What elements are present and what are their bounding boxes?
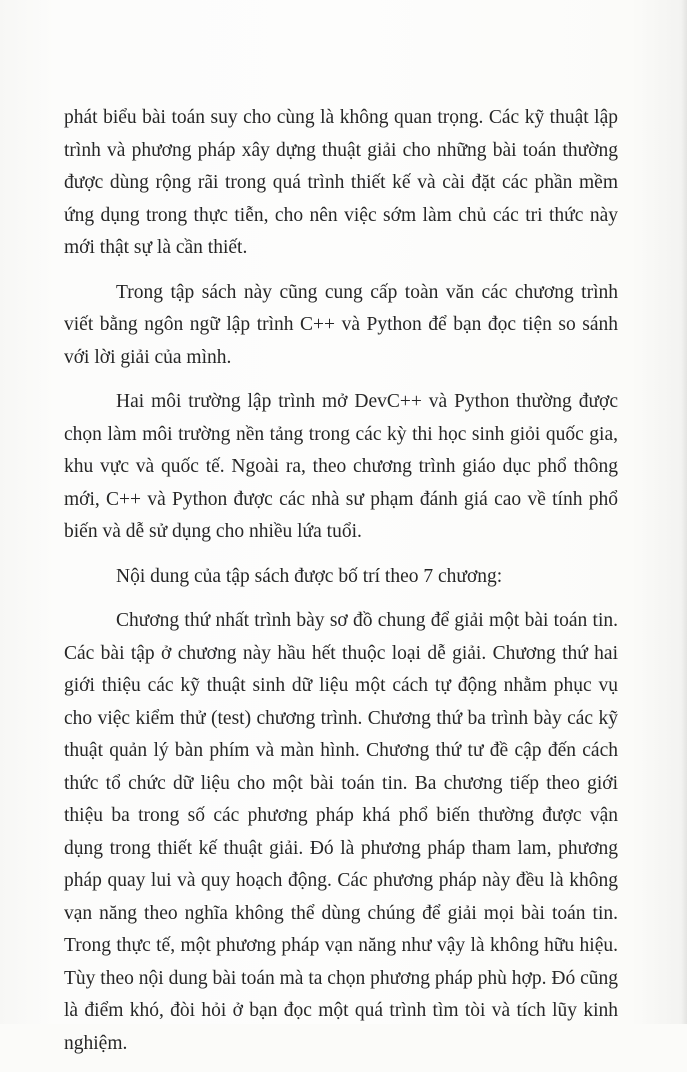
paragraph-1: phát biểu bài toán suy cho cùng là không quan trọng. Các kỹ thuật lập trình và phương pháp xây dựng thuật giải cho những bài toán thường được dùng rộng rãi trong quá trình thiết kế và cài đặt các phần mềm ứng dụng trong thực tiễn, cho nên việc sớm làm chủ các tri thức này mới thật sự là cần thiết. — [64, 107, 618, 258]
paragraph-3: Hai môi trường lập trình mở DevC++ và Python thường được chọn làm môi trường nền tảng trong các kỳ thi học sinh giỏi quốc gia, khu vực và quốc tế. Ngoài ra, theo chương trình giáo dục phổ thông mới, C++ và Python được các nhà sư phạm đánh giá cao về tính phổ biến và dễ sử dụng cho nhiều lứa tuổi. — [64, 391, 618, 542]
page-edge-shadow — [681, 0, 687, 1024]
page-body — [64, 102, 618, 1072]
paragraph-5: Chương thứ nhất trình bày sơ đồ chung để giải một bài toán tin. Các bài tập ở chương này hầu hết thuộc loại dễ giải. Chương thứ hai giới thiệu các kỹ thuật sinh dữ liệu một cách tự động nhằm phục vụ cho việc kiểm thử (test) chương trình. Chương thứ ba trình bày các kỹ thuật quản lý bàn phím và màn hình. Chương thứ tư đề cập đến cách thức tổ chức dữ liệu cho một bài toán tin. Ba chương tiếp theo giới thiệu ba trong số các phương pháp khá phổ biến thường được vận dụng trong thiết kế thuật giải. Đó là phương pháp tham lam, phương pháp quay lui và quy hoạch động. Các phương pháp này đều là không vạn năng theo nghĩa không thể dùng chúng để giải mọi bài toán tin. Trong thực tế, một phương pháp vạn năng như vậy là không hữu hiệu. Tùy theo nội dung bài toán mà ta chọn phương pháp phù hợp. Đó cũng là điểm khó, đòi hỏi ở bạn đọc một quá trình tìm tòi và tích lũy kinh nghiệm. — [64, 610, 618, 1054]
paragraph-2: Trong tập sách này cũng cung cấp toàn văn các chương trình viết bằng ngôn ngữ lập trình C++ và Python để bạn đọc tiện so sánh với lời giải của mình. — [64, 281, 618, 368]
paragraph-4: Nội dung của tập sách được bố trí theo 7 chương: — [116, 565, 503, 587]
